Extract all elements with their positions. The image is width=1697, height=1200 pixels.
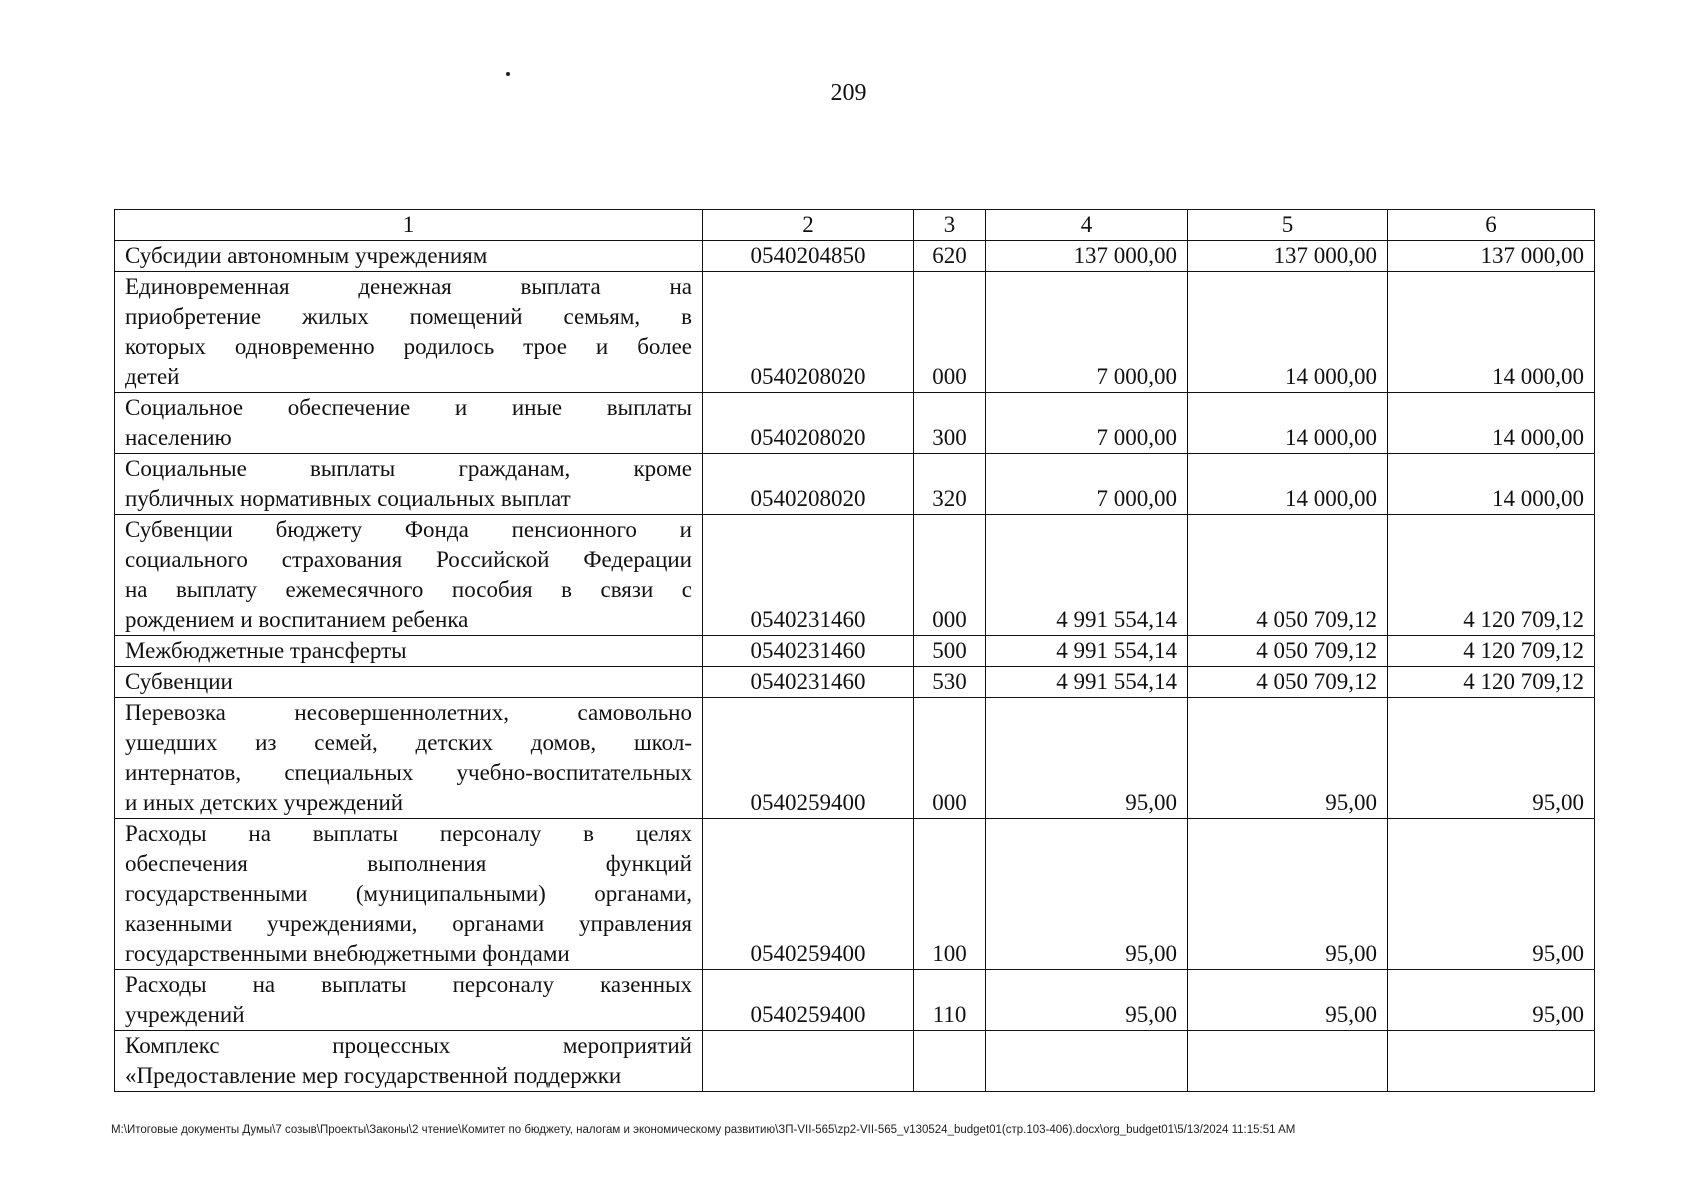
target-article-code: 0540259400 xyxy=(703,970,914,1031)
row-name-line: «Предоставление мер государственной поддержки xyxy=(125,1063,622,1088)
table-row xyxy=(115,819,1595,970)
amount-col-4: 95,00 xyxy=(986,819,1188,970)
amount-col-5: 14 000,00 xyxy=(1188,272,1388,393)
amount-col-4: 4 991 554,14 xyxy=(986,515,1188,636)
table-row xyxy=(115,970,1595,1031)
target-article-code: 0540231460 xyxy=(703,515,914,636)
amount-col-5 xyxy=(1188,1031,1388,1092)
amount-col-6: 95,00 xyxy=(1388,819,1595,970)
row-name xyxy=(115,698,703,819)
row-name-line: государственными внебюджетными фондами xyxy=(125,941,570,966)
amount-col-6: 14 000,00 xyxy=(1388,272,1595,393)
table-row xyxy=(115,454,1595,515)
expense-type-code: 500 xyxy=(914,636,986,667)
amount-col-4: 7 000,00 xyxy=(986,393,1188,454)
row-name-line: интернатов, специальных учебно-воспитательных xyxy=(125,760,692,785)
amount-col-6: 137 000,00 xyxy=(1388,241,1595,272)
amount-col-6: 95,00 xyxy=(1388,698,1595,819)
amount-col-6: 14 000,00 xyxy=(1388,393,1595,454)
row-name-line: которых одновременно родилось трое и более xyxy=(125,334,692,359)
amount-col-5: 14 000,00 xyxy=(1188,393,1388,454)
row-name xyxy=(115,241,703,272)
table-row xyxy=(115,636,1595,667)
target-article-code: 0540208020 xyxy=(703,393,914,454)
expense-type-code: 320 xyxy=(914,454,986,515)
target-article-code: 0540259400 xyxy=(703,819,914,970)
row-name-line: Комплекс процессных мероприятий xyxy=(125,1033,692,1058)
amount-col-5: 4 050 709,12 xyxy=(1188,667,1388,698)
table-row xyxy=(115,272,1595,393)
row-name xyxy=(115,515,703,636)
row-name-line: Субвенции бюджету Фонда пенсионного и xyxy=(125,517,692,542)
expense-type-code: 530 xyxy=(914,667,986,698)
amount-col-5: 95,00 xyxy=(1188,819,1388,970)
amount-col-4: 7 000,00 xyxy=(986,272,1188,393)
row-name xyxy=(115,272,703,393)
target-article-code xyxy=(703,1031,914,1092)
column-header-2: 2 xyxy=(703,210,914,241)
amount-col-4: 4 991 554,14 xyxy=(986,667,1188,698)
row-name-line: Социальные выплаты гражданам, кроме xyxy=(125,456,692,481)
column-header-5: 5 xyxy=(1188,210,1388,241)
row-name-line: приобретение жилых помещений семьям, в xyxy=(125,304,692,329)
target-article-code: 0540204850 xyxy=(703,241,914,272)
page-number: 209 xyxy=(830,80,867,106)
column-header-1: 1 xyxy=(115,210,703,241)
amount-col-5: 95,00 xyxy=(1188,698,1388,819)
row-name-line: учреждений xyxy=(125,1002,245,1027)
target-article-code: 0540231460 xyxy=(703,667,914,698)
amount-col-5: 95,00 xyxy=(1188,970,1388,1031)
row-name-line: государственными (муниципальными) органами, xyxy=(125,881,692,906)
row-name-line: детей xyxy=(125,364,180,389)
table-body xyxy=(115,241,1595,1092)
table-row xyxy=(115,515,1595,636)
expense-type-code: 000 xyxy=(914,272,986,393)
row-name xyxy=(115,970,703,1031)
table-row xyxy=(115,698,1595,819)
expense-type-code: 620 xyxy=(914,241,986,272)
amount-col-5: 137 000,00 xyxy=(1188,241,1388,272)
row-name-line: обеспечения выполнения функций xyxy=(125,851,692,876)
column-header-3: 3 xyxy=(914,210,986,241)
column-header-6: 6 xyxy=(1388,210,1595,241)
column-header-4: 4 xyxy=(986,210,1188,241)
amount-col-4: 137 000,00 xyxy=(986,241,1188,272)
row-name-line: ушедших из семей, детских домов, школ- xyxy=(125,730,692,755)
row-name-line: социального страхования Российской Федерации xyxy=(125,547,692,572)
amount-col-4 xyxy=(986,1031,1188,1092)
column-number-row xyxy=(115,210,1595,241)
amount-col-5: 4 050 709,12 xyxy=(1188,636,1388,667)
amount-col-6: 4 120 709,12 xyxy=(1388,636,1595,667)
row-name-line: Единовременная денежная выплата на xyxy=(125,274,692,299)
amount-col-4: 95,00 xyxy=(986,970,1188,1031)
table-row xyxy=(115,393,1595,454)
row-name xyxy=(115,667,703,698)
amount-col-6: 4 120 709,12 xyxy=(1388,667,1595,698)
row-name-line: рождением и воспитанием ребенка xyxy=(125,607,469,632)
expense-type-code xyxy=(914,1031,986,1092)
row-name-line: населению xyxy=(125,425,232,450)
amount-col-6: 95,00 xyxy=(1388,970,1595,1031)
target-article-code: 0540208020 xyxy=(703,272,914,393)
target-article-code: 0540259400 xyxy=(703,698,914,819)
row-name-line: и иных детских учреждений xyxy=(125,790,404,815)
row-name-line: Субвенции xyxy=(125,669,233,694)
row-name-line: Расходы на выплаты персоналу в целях xyxy=(125,821,692,846)
amount-col-4: 95,00 xyxy=(986,698,1188,819)
amount-col-5: 14 000,00 xyxy=(1188,454,1388,515)
target-article-code: 0540231460 xyxy=(703,636,914,667)
row-name xyxy=(115,393,703,454)
amount-col-5: 4 050 709,12 xyxy=(1188,515,1388,636)
row-name-line: Межбюджетные трансферты xyxy=(125,638,407,663)
expense-type-code: 000 xyxy=(914,698,986,819)
row-name-line: Перевозка несовершеннолетних, самовольно xyxy=(125,700,692,725)
row-name xyxy=(115,1031,703,1092)
amount-col-4: 7 000,00 xyxy=(986,454,1188,515)
amount-col-6 xyxy=(1388,1031,1595,1092)
budget-table xyxy=(114,209,1595,1092)
row-name-line: Социальное обеспечение и иные выплаты xyxy=(125,395,692,420)
expense-type-code: 300 xyxy=(914,393,986,454)
expense-type-code: 110 xyxy=(914,970,986,1031)
row-name xyxy=(115,636,703,667)
amount-col-6: 4 120 709,12 xyxy=(1388,515,1595,636)
table-row xyxy=(115,1031,1595,1092)
row-name xyxy=(115,819,703,970)
expense-type-code: 100 xyxy=(914,819,986,970)
table-row xyxy=(115,667,1595,698)
target-article-code: 0540208020 xyxy=(703,454,914,515)
row-name-line: Субсидии автономным учреждениям xyxy=(125,243,488,268)
row-name-line: на выплату ежемесячного пособия в связи с xyxy=(125,577,692,602)
row-name xyxy=(115,454,703,515)
amount-col-4: 4 991 554,14 xyxy=(986,636,1188,667)
expense-type-code: 000 xyxy=(914,515,986,636)
scan-speck xyxy=(506,72,510,76)
table-row xyxy=(115,241,1595,272)
file-path-footer: M:\Итоговые документы Думы\7 созыв\Проекты\Законы\2 чтение\Комитет по бюджету, налогам и экономическому развитию\ЗП-VII-565\zp2-VII-565_v130524_budget01(стр.103-406).docx\org_budget01\5/13/2024 11:15:51 AM xyxy=(111,1124,1296,1136)
row-name-line: казенными учреждениями, органами управления xyxy=(125,911,692,936)
row-name-line: публичных нормативных социальных выплат xyxy=(125,486,571,511)
row-name-line: Расходы на выплаты персоналу казенных xyxy=(125,972,692,997)
amount-col-6: 14 000,00 xyxy=(1388,454,1595,515)
